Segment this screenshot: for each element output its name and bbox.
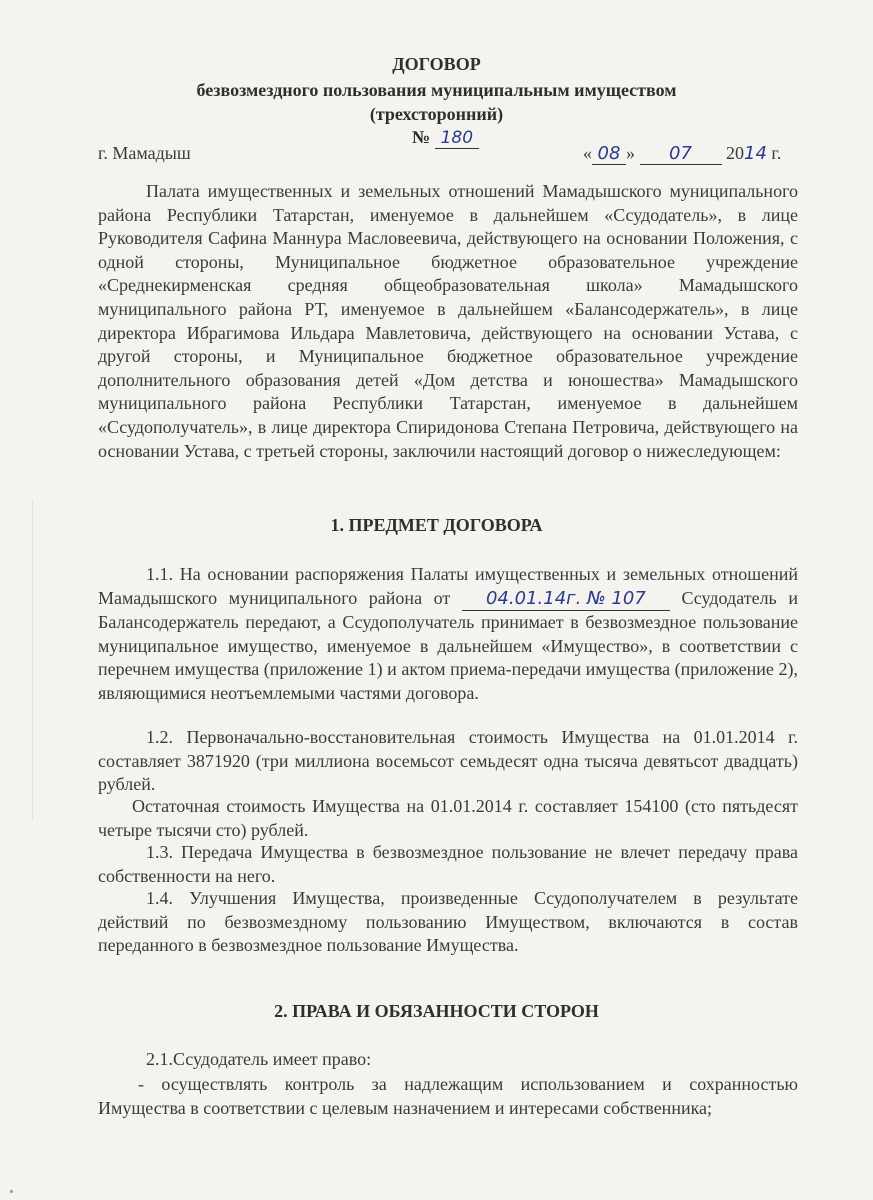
handwritten-number: 180 [435, 128, 479, 149]
contract-number [412, 127, 479, 149]
document-subtitle: безвозмездного пользования муниципальным имуществом [196, 80, 677, 100]
clause-1-1: 1.1. На основании распоряжения Палаты имущественных и земельных отношений Мамадышского муниципального района от 04.01.14г. № 107 Ссудодатель и Балансодержатель передают, а Ссудополучатель принимает в безвозмездное пользование муниципальное имущество, именуемое в дальнейшем «Имущество», в соответствии с перечнем имущества (приложение 1) и актом приема-передачи имущества (приложение 2), являющимися неотъемлемыми частями договора. [98, 564, 799, 703]
date-month: 07 [640, 143, 722, 165]
contract-date: « 08 » 07 2014 г. [583, 143, 782, 164]
paper-speck [10, 1190, 13, 1193]
clause-2-1-item: - осуществлять контроль за надлежащим использованием и сохранностью Имущества в соответствии с целевым назначением и интересами собственника; [98, 1074, 798, 1118]
clause-1-2-residual: Остаточная стоимость Имущества на 01.01.2014 г. составляет 154100 (сто пятьдесят четыре тысячи сто) рублей. [98, 796, 798, 840]
number-label: № [412, 127, 431, 147]
section-1-title: 1. ПРЕДМЕТ ДОГОВОРА [330, 515, 543, 535]
handwritten-order-ref: 04.01.14г. № 107 [462, 587, 670, 612]
paper-crease [32, 500, 45, 820]
clause-1-4: 1.4. Улучшения Имущества, произведенные Ссудополучателем в результате действий по безвозмездному пользованию Имуществом, включаются в состав переданного в безвозмездное пользование Имущества. [98, 888, 798, 956]
section-2-title: 2. ПРАВА И ОБЯЗАННОСТИ СТОРОН [274, 1001, 599, 1021]
intro-paragraph: Палата имущественных и земельных отношений Мамадышского муниципального района Республики Татарстан, именуемое в дальнейшем «Ссудодатель», в лице Руководителя Сафина Маннура Масловеевича, действующего на основании Положения, с одной стороны, Муниципальное бюджетное образовательное учреждение «Среднекирменская средняя общеобразовательная школа» Мамадышского муниципального района РТ, именуемое в дальнейшем «Балансодержатель», в лице директора Ибрагимова Ильдара Мавлетовича, действующего на основании Устава, с другой стороны, и Муниципальное бюджетное образовательное учреждение дополнительного образования детей «Дом детства и юношества» Мамадышского муниципального района Республики Татарстан, именуемое в дальнейшем «Ссудополучатель», в лице директора Спиридонова Степана Петровича, действующего на основании Устава, с третьей стороны, заключили настоящий договор о нижеследующем: [98, 181, 798, 461]
clause-1-3: 1.3. Передача Имущества в безвозмездное пользование не влечет передачу права собственности на него. [98, 842, 798, 886]
document-type: (трехсторонний) [369, 104, 504, 124]
city: г. Мамадыш [98, 143, 191, 163]
clause-2-1: 2.1.Ссудодатель имеет право: [146, 1049, 372, 1069]
date-year: 14 [744, 143, 767, 164]
clause-1-2: 1.2. Первоначально-восстановительная стоимость Имущества на 01.01.2014 г. составляет 3871920 (три миллиона восемьсот семьдесят одна тысяча девятьсот двадцать) рублей. [98, 727, 798, 795]
date-day: 08 [592, 143, 626, 165]
document-title: ДОГОВОР [392, 54, 481, 74]
